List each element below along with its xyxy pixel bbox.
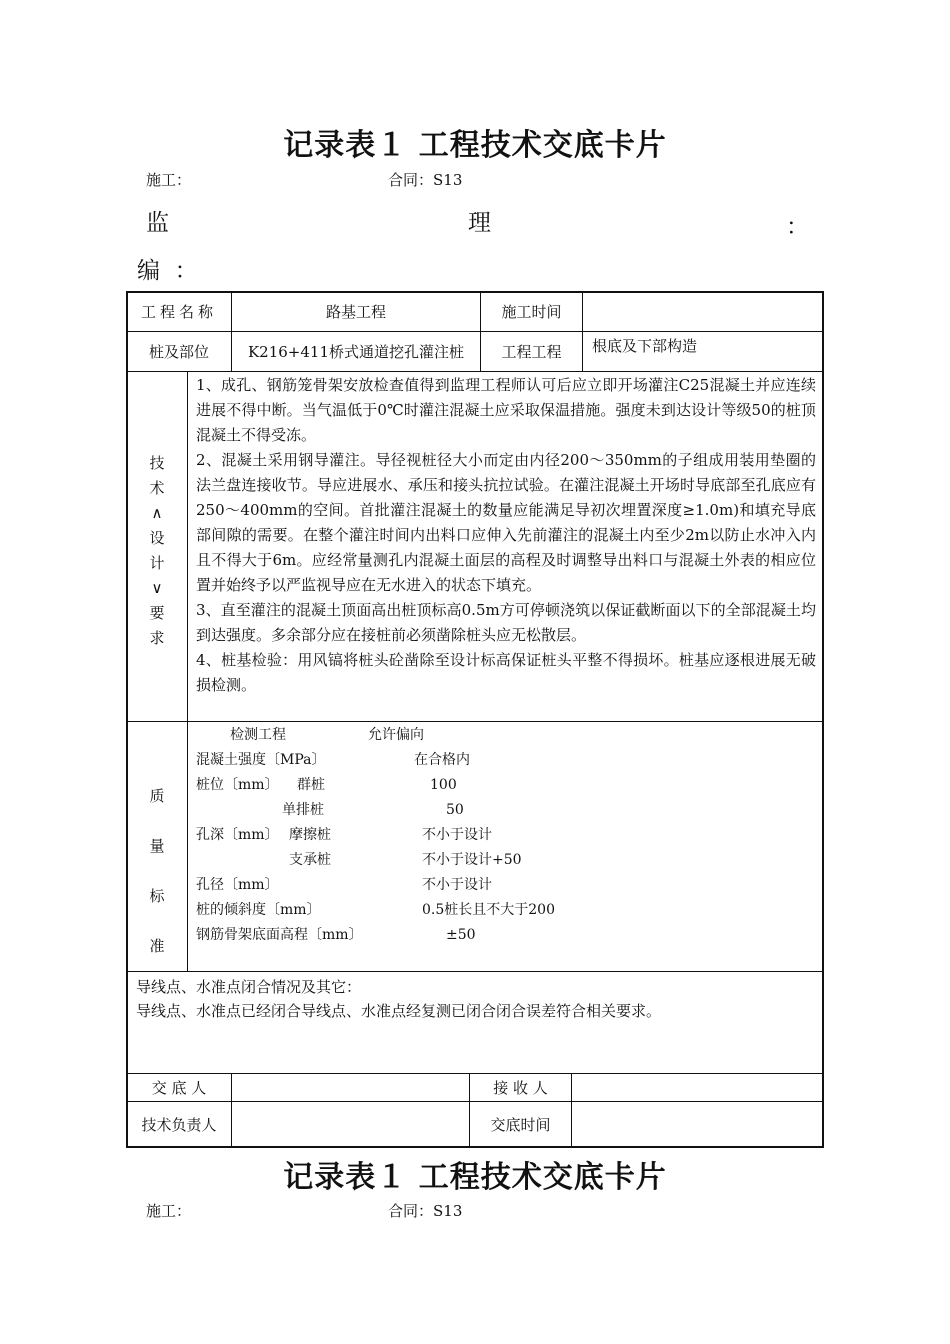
quality-item: 混凝土强度〔MPa〕	[196, 752, 326, 768]
tech-lead-label: 技术负责人	[141, 1116, 217, 1134]
quality-tolerance: 不小于设计	[422, 827, 492, 843]
page-title: 记录表１ 工程技术交底卡片	[283, 128, 667, 163]
handover-time-value	[572, 1102, 823, 1147]
contract-label-2: 合同：S13	[388, 1202, 463, 1220]
quality-tolerance: 不小于设计+50	[422, 852, 522, 868]
receiver-label: 接 收 人	[493, 1079, 548, 1097]
quality-tolerance: 0.5桩长且不大于200	[422, 902, 555, 918]
tech-requirements-label: 技 术 ∧ 设 计 ∨ 要 求	[149, 454, 165, 647]
handover-person-label: 交 底 人	[151, 1079, 207, 1097]
work-item-label: 工程工程	[501, 343, 562, 361]
construction-label: 施工：	[146, 171, 192, 189]
quality-header-item: 检测工程	[230, 727, 286, 743]
quality-item: 钢筋骨架底面高程〔mm〕	[196, 927, 363, 943]
quality-sub-item: 群桩	[297, 777, 325, 793]
quality-tolerance: ±50	[446, 927, 476, 943]
quality-item: 孔深〔mm〕	[196, 827, 279, 843]
tech-item-2: 2、混凝土采用钢导灌注。导径视桩径大小而定由内径200～350mm的子组成用装用垫圈的法兰盘连接收节。导应进展水、承压和接头抗拉试验。在灌注混凝土开场时导底部至孔底应有250～400mm的空间。首批灌注混凝土的数量应能满足导初次埋置深度≥1.0m)和填充导底部间隙的需要。在整个灌注时间内出料口应伸入先前灌注的混凝土内至少2m以防止水冲入内且不得大于6m。应经常量测孔内混凝土面层的高程及时调整导出料口与混凝土外表的相应位置并始终予以严监视导应在无水进入的状态下填充。	[196, 451, 816, 594]
supervision-colon: ：	[786, 214, 809, 240]
quality-tolerance: 在合格内	[414, 752, 470, 768]
work-item-value: 根底及下部构造	[592, 337, 698, 355]
quality-sub-item: 单排桩	[282, 802, 324, 818]
project-name-label: 工程名称	[140, 303, 217, 321]
tech-item-3: 3、直至灌注的混凝土顶面高出桩顶标高0.5m方可停顿浇筑以保证截断面以下的全部混凝土均到达强度。多余部分应在接桩前必须凿除桩头应无松散层。	[196, 601, 816, 644]
quality-tolerance: 50	[446, 802, 464, 818]
pile-location-value: K216+411桥式通道挖孔灌注桩	[247, 343, 465, 361]
quality-tolerance: 不小于设计	[422, 877, 492, 893]
construction-time-label: 施工时间	[501, 303, 562, 321]
quality-standard-label: 质 量 标 准	[149, 787, 165, 955]
edit-label: 编 ：	[137, 258, 198, 284]
quality-tolerance: 100	[430, 777, 457, 793]
wire-point-heading: 导线点、水准点闭合情况及其它：	[136, 978, 362, 996]
quality-item: 桩的倾斜度〔mm〕	[196, 902, 321, 918]
pile-location-label: 桩及部位	[148, 343, 209, 361]
handover-person-value	[232, 1074, 469, 1101]
project-name-value: 路基工程	[325, 303, 386, 321]
quality-header-tolerance: 允许偏向	[368, 727, 424, 743]
quality-item: 孔径〔mm〕	[196, 877, 279, 893]
page-title-2: 记录表１ 工程技术交底卡片	[283, 1160, 667, 1195]
quality-sub-item: 摩擦桩	[289, 827, 331, 843]
tech-requirements-text	[196, 373, 816, 698]
supervision-label-left: 监	[146, 210, 169, 236]
tech-item-4: 4、桩基检验：用风镐将桩头砼凿除至设计标高保证桩头平整不得损坏。桩基应逐根进展无破损检测。	[196, 651, 816, 694]
wire-point-text: 导线点、水准点已经闭合导线点、水准点经复测已闭合闭合误差符合相关要求。	[136, 1002, 662, 1020]
receiver-value	[572, 1074, 823, 1101]
construction-label-2: 施工：	[146, 1202, 192, 1220]
contract-label: 合同：S13	[388, 171, 463, 189]
handover-time-label: 交底时间	[490, 1116, 551, 1134]
quality-item: 桩位〔mm〕	[196, 777, 279, 793]
tech-item-1: 1、成孔、钢筋笼骨架安放检查值得到监理工程师认可后应立即开场灌注C25混凝土并应连续进展不得中断。当气温低于0℃时灌注混凝土应采取保温措施。强度未到达设计等级50的桩顶混凝土不得受冻。	[196, 376, 816, 444]
supervision-label-mid: 理	[468, 210, 491, 236]
tech-lead-value	[232, 1102, 469, 1147]
construction-time-value	[583, 292, 823, 331]
quality-sub-item: 支承桩	[289, 852, 331, 868]
